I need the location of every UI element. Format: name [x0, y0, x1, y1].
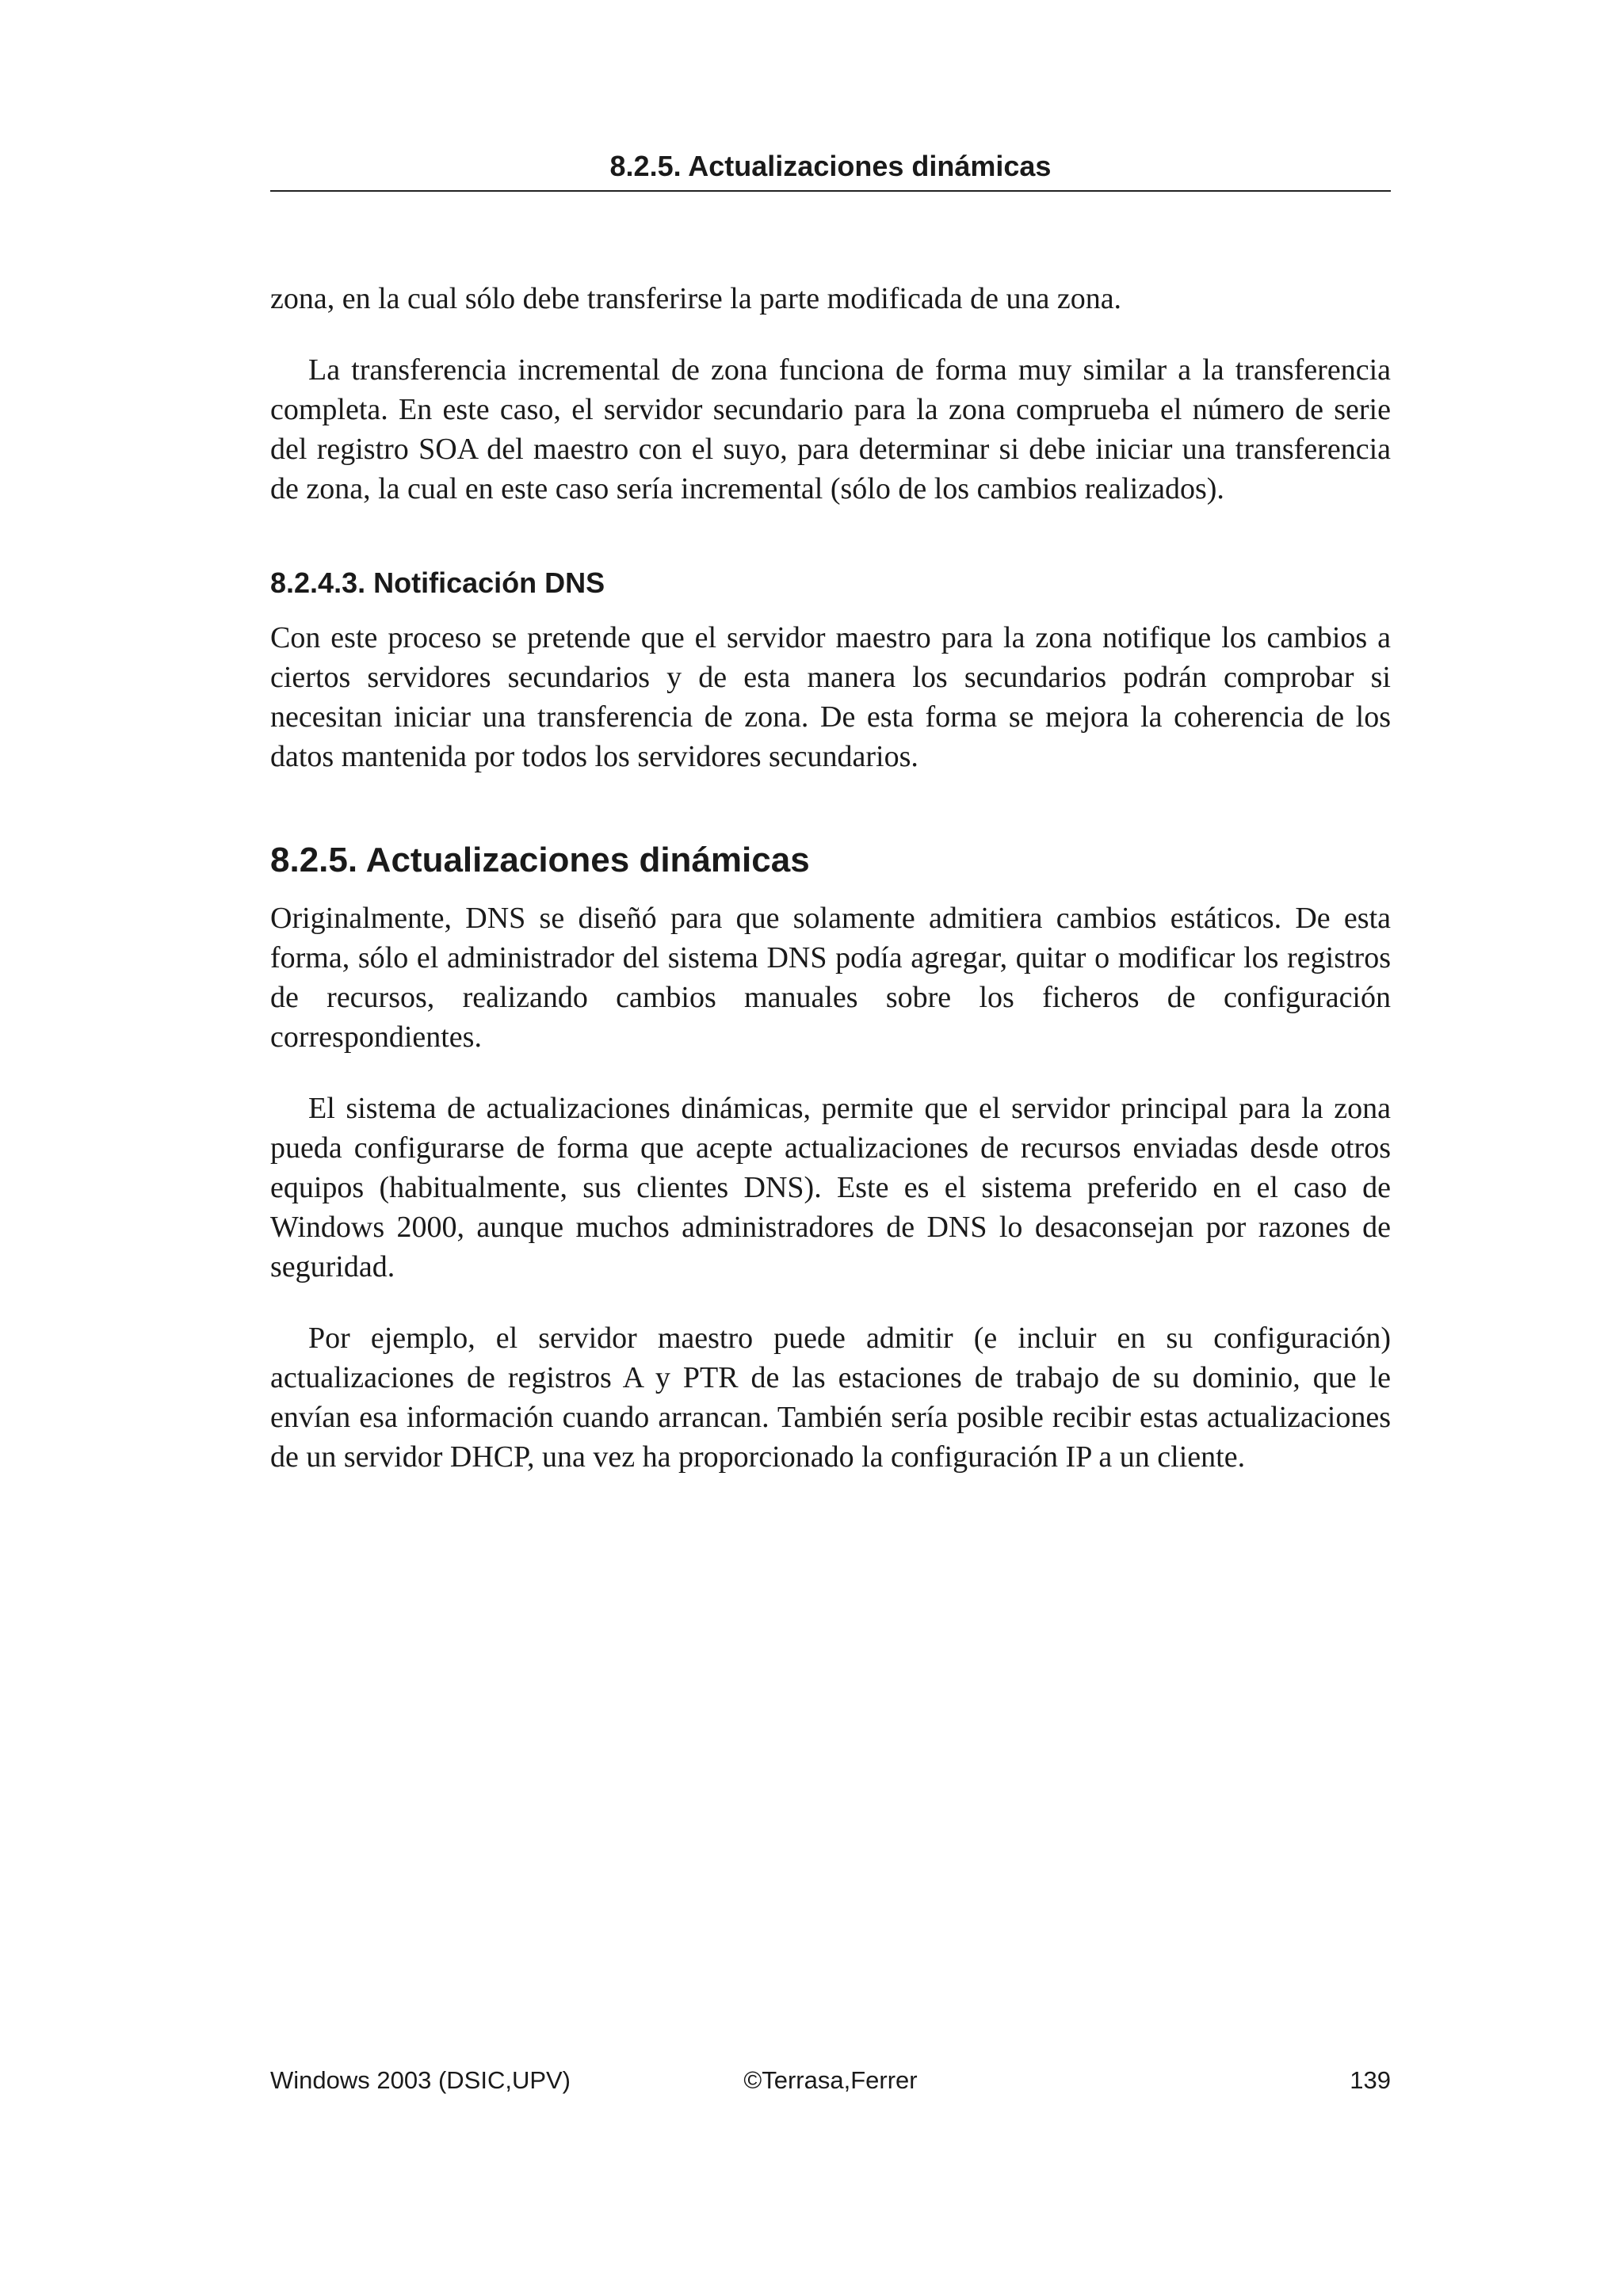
- section-paragraph: Por ejemplo, el servidor maestro puede admitir (e incluir en su configuración) actualizaciones de registros A y PTR de las estaciones de trabajo de su dominio, que le envían esa información cuando arrancan. También sería posible recibir estas actualizaciones de un servidor DHCP, una vez ha proporcionado la configuración IP a un cliente.: [270, 1322, 1391, 1474]
- section-paragraph: El sistema de actualizaciones dinámicas, permite que el servidor principal para la zona pueda configurarse de forma que acepte actualizaciones de recursos enviadas desde otros equipos (habitualmente, sus clientes DNS). Este es el sistema preferido en el caso de Windows 2000, aunque muchos administradores de DNS lo desaconsejan por razones de seguridad.: [270, 1092, 1391, 1283]
- page-number: 139: [1350, 2066, 1391, 2094]
- footer-copyright: ©Terrasa,Ferrer: [743, 2066, 918, 2094]
- dns-notification-paragraph: Con este proceso se pretende que el servidor maestro para la zona notifique los cambios a ciertos servidores secundarios y de esta manera los secundarios podrán comprobar si necesitan iniciar una transferencia de zona. De esta forma se mejora la coherencia de los datos mantenida por todos los servidores secundarios.: [270, 621, 1391, 773]
- header-rule: [270, 190, 1391, 192]
- continuation-paragraph: zona, en la cual sólo debe transferirse la parte modificada de una zona.: [270, 282, 1122, 315]
- running-header: 8.2.5. Actualizaciones dinámicas: [609, 150, 1052, 182]
- incremental-transfer-paragraph: La transferencia incremental de zona funciona de forma muy similar a la transferencia completa. En este caso, el servidor secundario para la zona comprueba el número de serie del registro SOA del maestro con el suyo, para determinar si debe iniciar una transferencia de zona, la cual en este caso sería incremental (sólo de los cambios realizados).: [270, 353, 1391, 505]
- page-footer: [270, 2063, 1391, 2098]
- section-heading: 8.2.5. Actualizaciones dinámicas: [270, 841, 810, 879]
- subsection-heading: 8.2.4.3. Notificación DNS: [270, 566, 605, 599]
- footer-book-title: Windows 2003 (DSIC,UPV): [270, 2066, 571, 2094]
- section-paragraph: Originalmente, DNS se diseñó para que solamente admitiera cambios estáticos. De esta forma, sólo el administrador del sistema DNS podía agregar, quitar o modificar los registros de recursos, realizando cambios manuales sobre los ficheros de configuración correspondientes.: [270, 902, 1391, 1054]
- page-body: [270, 279, 1391, 1477]
